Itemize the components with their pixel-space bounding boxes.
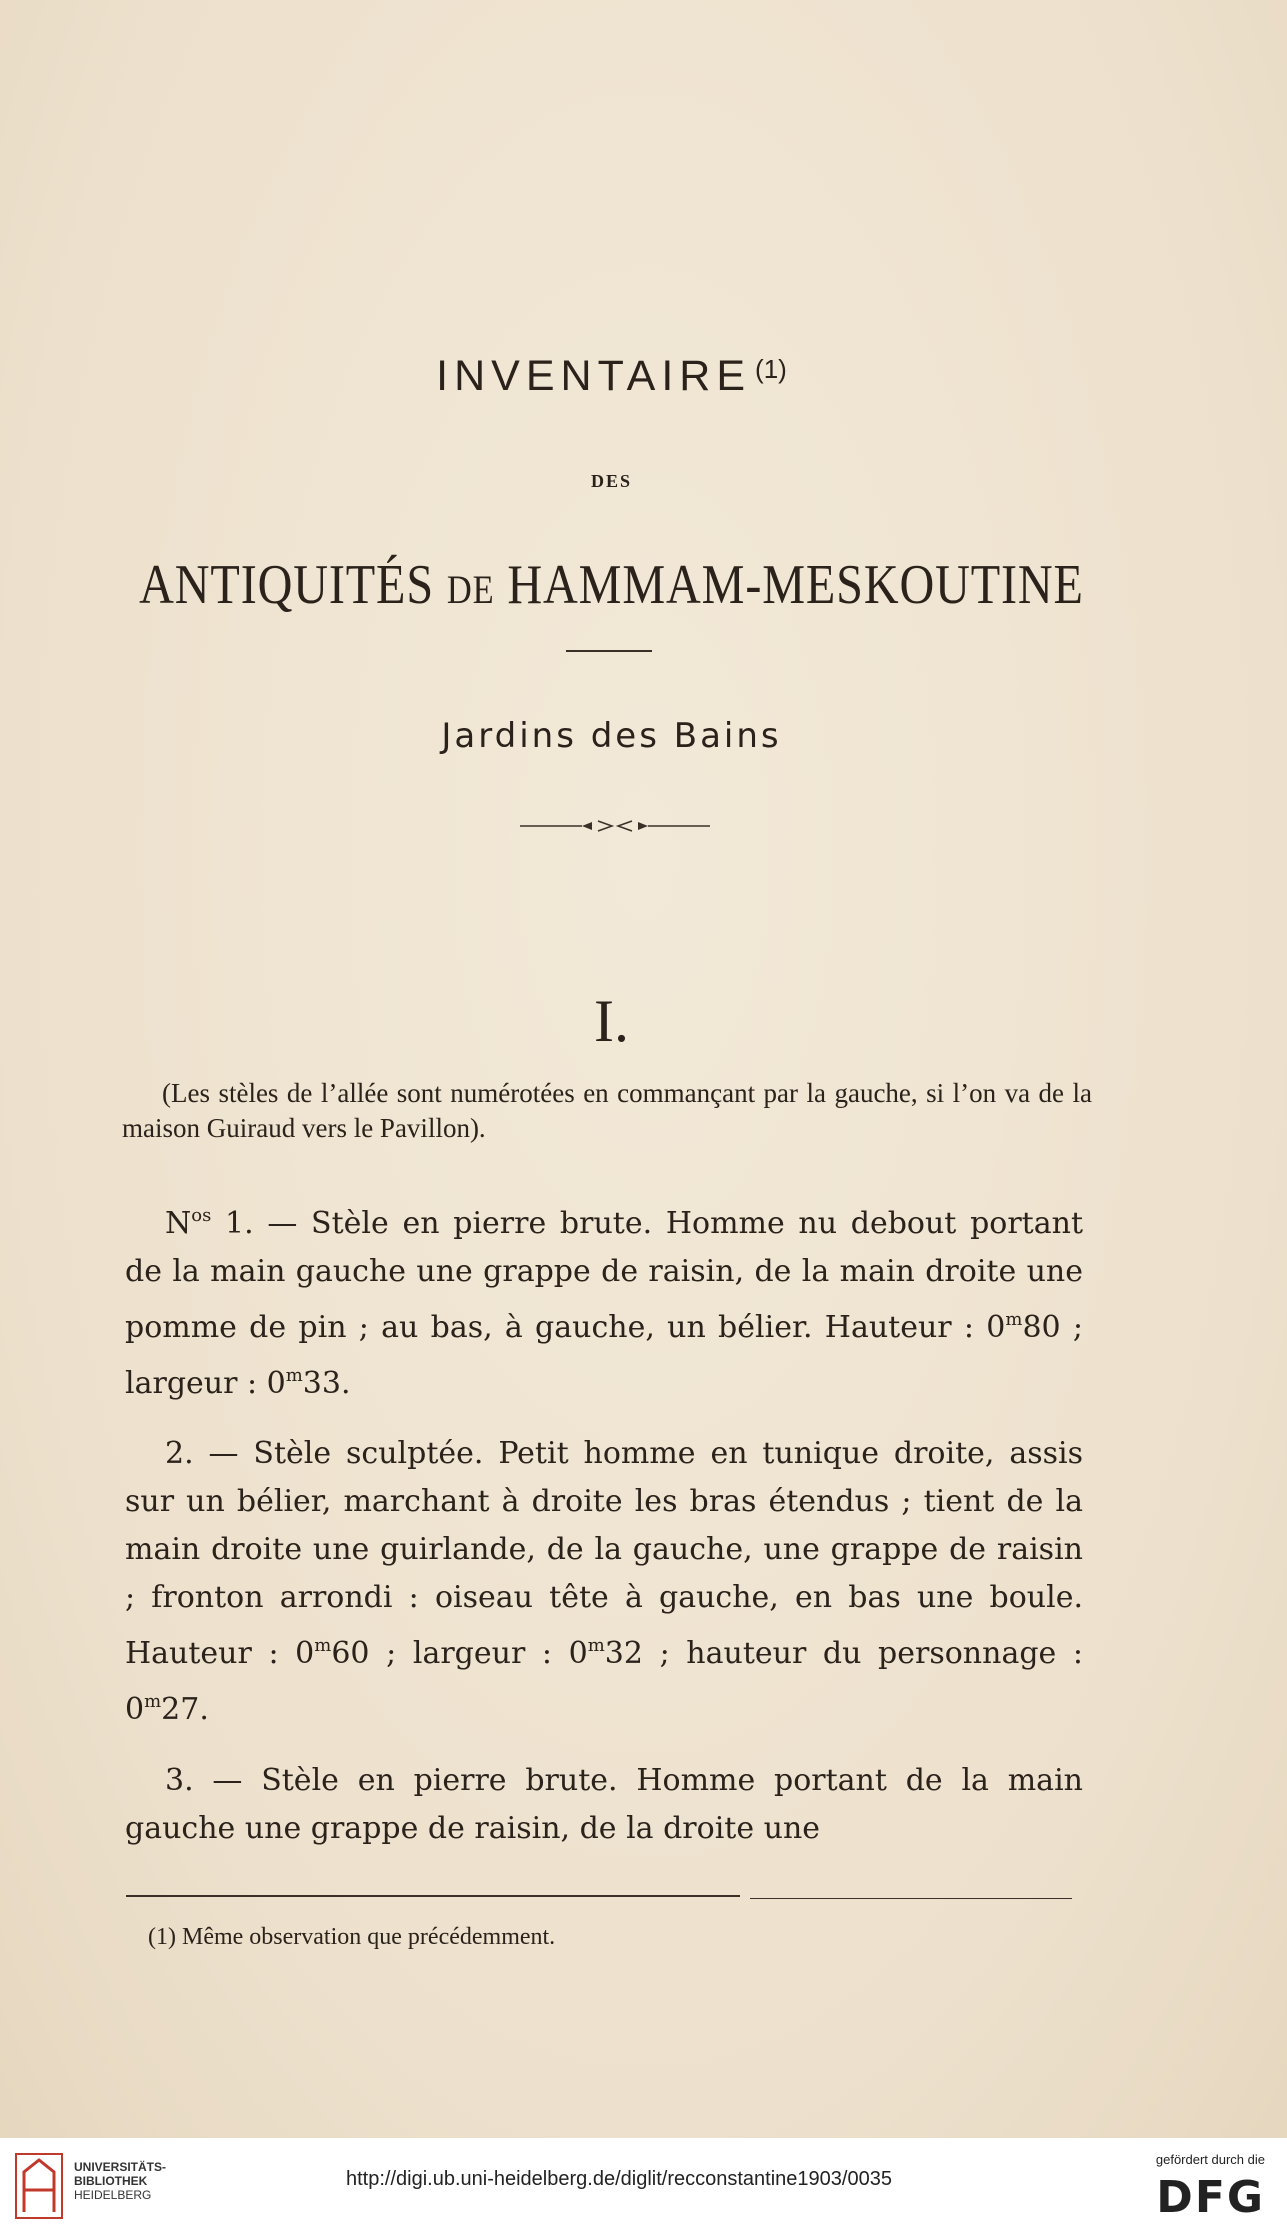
ornament-divider [520,816,710,836]
section-number: I. [594,988,629,1054]
entry-text: 27. [161,1692,209,1727]
unit-sup: m [285,1365,303,1386]
footnote: (1) Même observation que précédemment. [148,1924,556,1950]
unit-sup: m [144,1691,162,1712]
institution-line-2: BIBLIOTHEK [74,2174,148,2188]
dfg-logo: DFG [1156,2172,1265,2223]
institution-line-3: HEIDELBERG [74,2188,152,2202]
university-library-logo [14,2152,64,2220]
entry-prefix-sup: os [191,1205,212,1226]
entry-text: 2. — Stèle sculptée. Petit homme en tunique droite, assis sur un bélier, marchant à droite les bras étendus ; tient de la main droite une guirlande, de la gauche, une grappe de raisin ; fronton arrondi : oiseau tête à gauche, en bas une boule. Hauteur : 0 [125,1436,1083,1671]
funded-by-label: gefördert durch die [1155,2152,1265,2167]
heading-part-1: ANTIQUITÉS [139,554,434,616]
unit-sup: m [1005,1309,1023,1330]
entry-text: 32 ; hauteur du personnage : 0 [125,1636,1084,1727]
inventory-entry [125,1192,1083,1408]
footnote-rule-secondary [750,1898,1072,1899]
entry-text: 60 ; largeur : 0 [331,1636,588,1671]
heading-part-2: HAMMAM-MESKOUTINE [507,554,1084,616]
document-title [0,352,1223,401]
main-heading [86,553,1138,617]
title-footnote-ref: (1) [755,354,787,384]
entry-text: 80 ; largeur : 0 [125,1310,1083,1401]
inventory-entry [125,1757,1083,1853]
unit-sup: m [314,1635,332,1656]
inventory-entry [125,1430,1083,1734]
title-text: INVENTAIRE [436,352,752,400]
institution-name [74,2160,166,2202]
institution-line-1: UNIVERSITÄTS- [74,2160,167,2174]
entry-text: 1. — Stèle en pierre brute. Homme nu debout portant de la main gauche une grappe de raisin, de la main droite une pomme de pin ; au bas, à gauche, un bélier. Hauteur : 0 [125,1206,1083,1345]
heading-de: DE [446,567,495,612]
footnote-rule [126,1895,740,1897]
intro-note: (Les stèles de l’allée sont numérotées en commançant par la gauche, si l’on va de la maison Guiraud vers le Pavillon). [122,1078,1092,1143]
unit-sup: m [587,1635,605,1656]
subheading: Jardins des Bains [441,716,782,756]
title-connector: DES [590,471,632,491]
source-url-link[interactable]: http://digi.ub.uni-heidelberg.de/diglit/recconstantine1903/0035 [346,2168,892,2190]
entry-prefix: N [165,1206,192,1241]
heading-rule [566,650,652,652]
footer-bar [0,2138,1287,2231]
entry-text: 3. — Stèle en pierre brute. Homme portant de la main gauche une grappe de raisin, de la droite une [125,1763,1083,1846]
entry-text: 33. [302,1366,351,1401]
